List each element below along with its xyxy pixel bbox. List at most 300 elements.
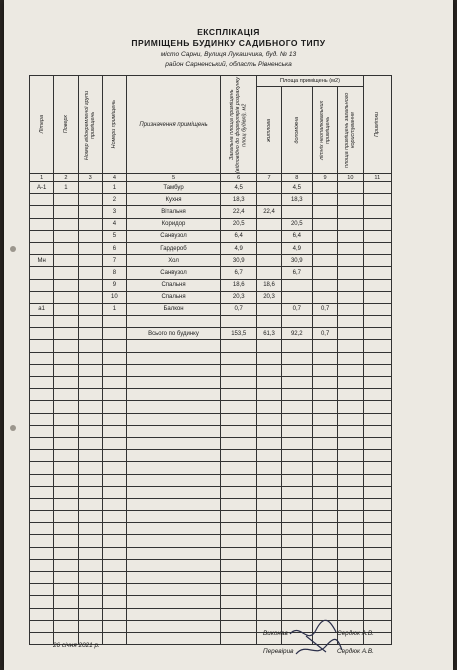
cell-summer: 0,7 [312,328,337,340]
empty-cell [221,559,257,571]
empty-cell [54,425,78,437]
empty-row [30,401,392,413]
empty-cell [78,413,102,425]
empty-cell [221,547,257,559]
empty-cell [257,389,281,401]
empty-cell [78,584,102,596]
empty-cell [102,474,126,486]
empty-cell [221,474,257,486]
cell-aux [281,279,312,291]
table-row [30,182,392,194]
cell-group [78,279,102,291]
address-line: місто Сарни, Вулиця Лукашчика, буд. № 13 [160,51,297,58]
empty-cell [363,364,391,376]
cell-aux: 0,7 [281,303,312,315]
empty-cell [312,352,337,364]
empty-cell [127,572,221,584]
cell-group [78,303,102,315]
empty-cell [338,535,363,547]
empty-cell [30,462,54,474]
cell-common [338,230,363,242]
cell-num: 9 [102,279,126,291]
empty-cell [30,389,54,401]
empty-cell [30,486,54,498]
empty-cell [338,450,363,462]
cell-common [338,218,363,230]
empty-cell [30,437,54,449]
cell-aux: 20,5 [281,218,312,230]
empty-row [30,425,392,437]
cell-common [338,267,363,279]
empty-cell [54,413,78,425]
cell-note [363,267,391,279]
empty-cell [127,401,221,413]
empty-cell [257,377,281,389]
table-row [30,328,392,340]
empty-cell [102,572,126,584]
empty-cell [102,511,126,523]
empty-cell [257,547,281,559]
empty-cell [30,559,54,571]
cell-note [363,218,391,230]
header-row-group [30,76,392,87]
empty-cell [221,596,257,608]
empty-cell [127,608,221,620]
empty-cell [363,547,391,559]
cell-living: 61,3 [257,328,281,340]
column-number: 7 [257,174,281,182]
table-row [30,316,392,328]
col-header-auxiliary: допоміжна [281,87,312,174]
cell-group [78,328,102,340]
empty-cell [312,572,337,584]
cell-living [257,182,281,194]
empty-cell [30,425,54,437]
empty-cell [127,596,221,608]
table-row [30,206,392,218]
cell-total: 0,7 [221,303,257,315]
cell-total: 30,9 [221,255,257,267]
cell-group [78,230,102,242]
empty-cell [54,608,78,620]
cell-name: Всього по будинку [127,328,221,340]
empty-cell [54,389,78,401]
empty-cell [102,584,126,596]
cell-living: 18,6 [257,279,281,291]
empty-cell [281,450,312,462]
cell-aux: 4,5 [281,182,312,194]
empty-cell [257,413,281,425]
empty-cell [281,535,312,547]
cell-note [363,291,391,303]
empty-cell [312,596,337,608]
cell-num: 10 [102,291,126,303]
empty-cell [30,535,54,547]
empty-cell [281,547,312,559]
empty-cell [312,450,337,462]
empty-cell [221,401,257,413]
cell-note [363,279,391,291]
empty-cell [54,474,78,486]
cell-common [338,316,363,328]
empty-cell [312,462,337,474]
cell-litera [30,218,54,230]
empty-cell [30,572,54,584]
empty-cell [257,450,281,462]
empty-cell [30,608,54,620]
empty-row [30,486,392,498]
empty-cell [281,498,312,510]
empty-row [30,572,392,584]
table-row [30,255,392,267]
empty-cell [127,486,221,498]
empty-cell [102,608,126,620]
empty-cell [221,450,257,462]
empty-cell [338,584,363,596]
empty-cell [102,413,126,425]
empty-cell [221,498,257,510]
table-row [30,279,392,291]
empty-cell [221,462,257,474]
empty-cell [281,425,312,437]
empty-cell [102,352,126,364]
empty-cell [312,559,337,571]
empty-row [30,462,392,474]
empty-cell [257,584,281,596]
col-header-room-number: Номери приміщень [102,76,126,174]
empty-cell [281,486,312,498]
empty-cell [127,377,221,389]
empty-cell [54,596,78,608]
empty-cell [30,632,54,644]
cell-note [363,316,391,328]
col-header-living: житлова [257,87,281,174]
cell-common [338,194,363,206]
empty-cell [221,535,257,547]
empty-cell [30,340,54,352]
col-header-summer: літніх неопалювальних приміщень [312,87,337,174]
empty-cell [363,559,391,571]
empty-cell [30,596,54,608]
cell-floor [54,218,78,230]
cell-num: 8 [102,267,126,279]
empty-cell [363,498,391,510]
empty-cell [221,572,257,584]
empty-cell [78,389,102,401]
cell-group [78,316,102,328]
cell-name: Санвузол [127,267,221,279]
empty-cell [127,535,221,547]
empty-cell [281,474,312,486]
empty-cell [338,462,363,474]
empty-cell [363,608,391,620]
empty-cell [221,523,257,535]
empty-cell [102,486,126,498]
cell-name: Спальня [127,291,221,303]
empty-cell [312,535,337,547]
empty-cell [127,523,221,535]
empty-cell [78,377,102,389]
empty-cell [54,450,78,462]
cell-litera: Мн [30,255,54,267]
cell-living [257,242,281,254]
checked-name: Сердюк А.В. [337,648,374,655]
cell-living [257,316,281,328]
cell-litera [30,291,54,303]
cell-num: 5 [102,230,126,242]
cell-living [257,194,281,206]
cell-floor [54,303,78,315]
punch-hole [10,246,16,252]
empty-row [30,450,392,462]
empty-cell [363,377,391,389]
empty-cell [221,620,257,632]
empty-cell [54,486,78,498]
empty-cell [221,389,257,401]
empty-cell [30,413,54,425]
cell-floor [54,255,78,267]
empty-row [30,364,392,376]
empty-cell [30,584,54,596]
column-number: 3 [78,174,102,182]
empty-cell [78,608,102,620]
empty-cell [30,377,54,389]
empty-cell [338,377,363,389]
table-row [30,218,392,230]
explication-table [29,75,392,645]
empty-cell [363,511,391,523]
empty-cell [102,632,126,644]
empty-cell [221,340,257,352]
empty-cell [257,535,281,547]
empty-cell [127,547,221,559]
cell-living [257,230,281,242]
empty-cell [78,620,102,632]
cell-num: 1 [102,303,126,315]
cell-summer [312,316,337,328]
empty-cell [221,486,257,498]
empty-cell [363,584,391,596]
empty-cell [54,559,78,571]
executed-label: Виконав [263,630,288,637]
cell-group [78,255,102,267]
cell-total: 6,7 [221,267,257,279]
empty-cell [281,401,312,413]
empty-cell [221,584,257,596]
empty-cell [338,498,363,510]
empty-row [30,377,392,389]
empty-cell [257,401,281,413]
empty-cell [363,340,391,352]
empty-cell [257,511,281,523]
empty-cell [78,572,102,584]
empty-cell [338,523,363,535]
column-numbers-row [30,174,392,182]
empty-cell [54,535,78,547]
col-header-litera: Літера [30,76,54,174]
cell-group [78,218,102,230]
empty-cell [30,474,54,486]
empty-cell [78,352,102,364]
empty-cell [127,364,221,376]
cell-name: Спальня [127,279,221,291]
cell-aux: 6,7 [281,267,312,279]
empty-cell [312,413,337,425]
empty-cell [363,389,391,401]
empty-row [30,535,392,547]
empty-cell [257,559,281,571]
cell-common [338,182,363,194]
region-line: район Сарненський, область Рівненська [165,61,292,68]
cell-living [257,267,281,279]
cell-aux: 30,9 [281,255,312,267]
cell-total: 18,6 [221,279,257,291]
empty-row [30,437,392,449]
empty-cell [281,596,312,608]
empty-cell [281,511,312,523]
document-subtitle: ПРИМІЩЕНЬ БУДИНКУ САДИБНОГО ТИПУ [131,38,326,48]
empty-cell [30,364,54,376]
empty-cell [54,620,78,632]
cell-common [338,255,363,267]
cell-note [363,303,391,315]
empty-cell [312,474,337,486]
empty-row [30,474,392,486]
cell-living: 22,4 [257,206,281,218]
empty-row [30,584,392,596]
empty-cell [257,572,281,584]
empty-cell [363,462,391,474]
cell-aux: 6,4 [281,230,312,242]
empty-cell [102,620,126,632]
cell-summer [312,218,337,230]
empty-cell [78,486,102,498]
cell-group [78,242,102,254]
empty-row [30,389,392,401]
empty-cell [257,498,281,510]
empty-cell [312,437,337,449]
empty-cell [281,572,312,584]
cell-litera: а1 [30,303,54,315]
empty-cell [78,340,102,352]
empty-cell [312,523,337,535]
cell-name: Кухня [127,194,221,206]
empty-cell [102,462,126,474]
empty-cell [30,450,54,462]
cell-litera [30,328,54,340]
cell-note [363,194,391,206]
cell-litera [30,206,54,218]
cell-name: Санвузол [127,230,221,242]
empty-cell [54,584,78,596]
empty-cell [338,572,363,584]
empty-cell [54,364,78,376]
cell-name: Тамбур [127,182,221,194]
handwritten-signature [286,616,346,660]
footer-date: 26 січня 2021 р. [53,642,100,649]
cell-total [221,316,257,328]
empty-cell [54,377,78,389]
cell-num [102,328,126,340]
empty-cell [221,352,257,364]
empty-cell [338,511,363,523]
cell-floor [54,242,78,254]
empty-cell [78,523,102,535]
empty-cell [127,559,221,571]
cell-floor [54,316,78,328]
empty-cell [281,340,312,352]
cell-summer [312,279,337,291]
empty-cell [54,437,78,449]
table-row [30,230,392,242]
column-number: 5 [127,174,221,182]
empty-cell [257,474,281,486]
column-number: 9 [312,174,337,182]
empty-cell [312,377,337,389]
column-number: 10 [338,174,363,182]
cell-common [338,206,363,218]
empty-cell [78,462,102,474]
empty-cell [257,608,281,620]
column-number: 6 [221,174,257,182]
cell-summer [312,255,337,267]
empty-row [30,547,392,559]
table-row [30,194,392,206]
empty-cell [127,389,221,401]
cell-note [363,182,391,194]
empty-cell [338,559,363,571]
empty-cell [363,596,391,608]
cell-floor [54,230,78,242]
empty-row [30,596,392,608]
cell-floor [54,328,78,340]
cell-note [363,230,391,242]
cell-floor [54,279,78,291]
cell-num: 7 [102,255,126,267]
cell-group [78,182,102,194]
empty-cell [78,559,102,571]
col-header-group: Номер відокремленої групи приміщень [78,76,102,174]
empty-cell [221,437,257,449]
cell-common [338,328,363,340]
cell-note [363,328,391,340]
empty-row [30,413,392,425]
cell-living [257,255,281,267]
cell-num: 2 [102,194,126,206]
empty-cell [102,523,126,535]
empty-cell [30,620,54,632]
empty-cell [363,437,391,449]
cell-aux: 18,3 [281,194,312,206]
empty-cell [257,486,281,498]
cell-litera: А-1 [30,182,54,194]
empty-cell [30,498,54,510]
empty-cell [127,498,221,510]
empty-cell [54,401,78,413]
empty-cell [102,559,126,571]
empty-cell [102,389,126,401]
cell-litera [30,316,54,328]
empty-cell [281,413,312,425]
empty-cell [338,474,363,486]
cell-summer [312,267,337,279]
col-header-total-area: Загальна площа приміщень (відповідно до формулярів розрахунку площ будівлі), м2 [221,76,257,174]
empty-cell [312,584,337,596]
empty-cell [281,584,312,596]
cell-total: 4,9 [221,242,257,254]
cell-floor [54,194,78,206]
executed-name: Сердюк А.В. [337,630,374,637]
